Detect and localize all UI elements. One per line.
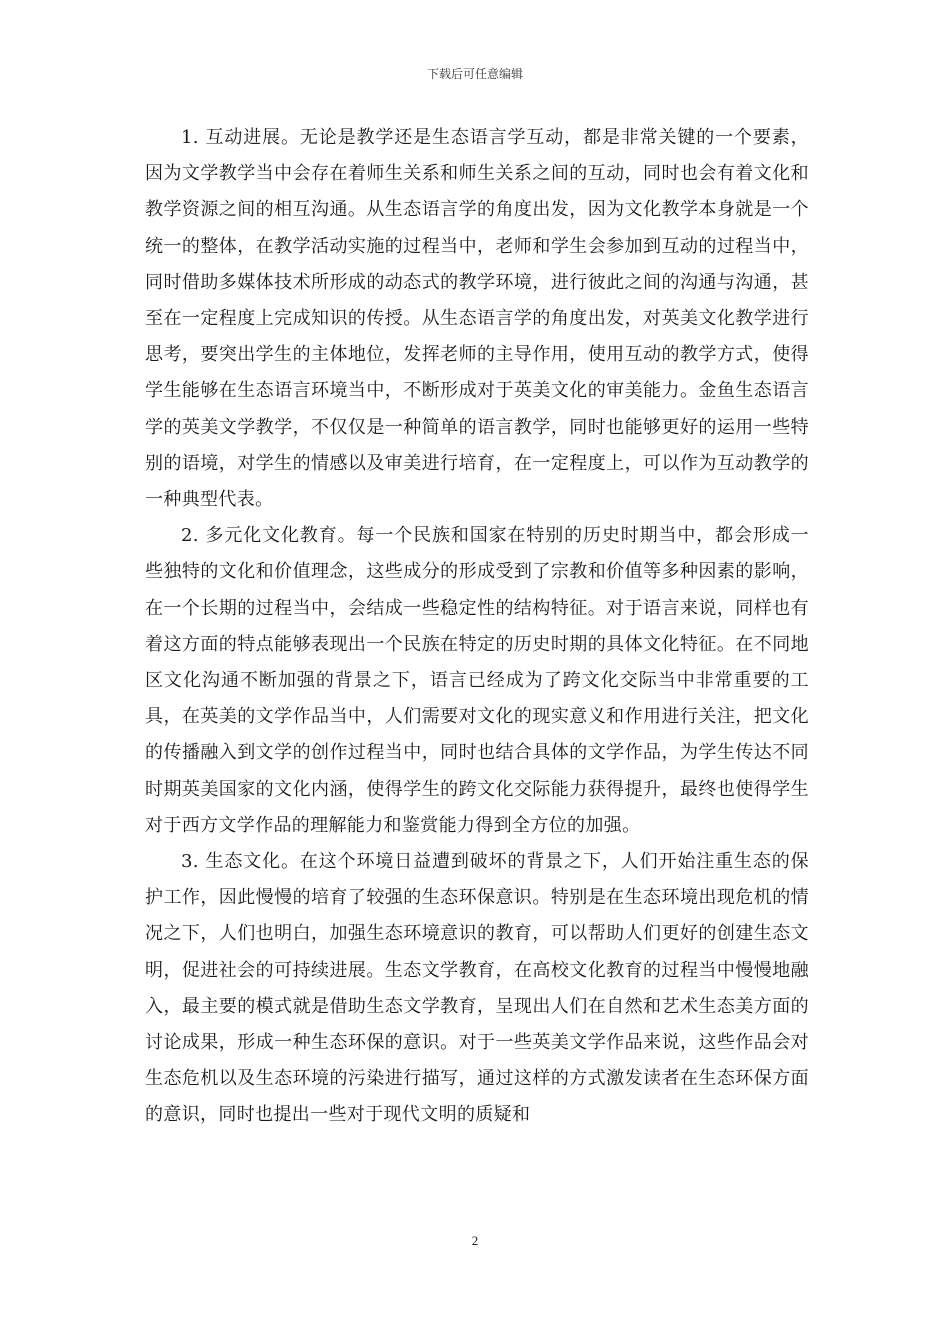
page-number: 2 [471, 1233, 479, 1248]
page-header: 下载后可任意编辑 [426, 67, 523, 81]
paragraph-interactive-development: 1. 互动进展。无论是教学还是生态语言学互动，都是非常关键的一个要素，因为文学教学当中会存在着师生关系和师生关系之间的互动，同时也会有着文化和教学资源之间的相互沟通。从生态语言学的角度出发，因为文化教学本身就是一个统一的整体，在教学活动实施的过程当中，老师和学生会参加到互动的过程当中，同时借助多媒体技术所形成的动态式的教学环境，进行彼此之间的沟通与沟通，甚至在一定程度上完成知识的传授。从生态语言学的角度出发，对英美文化教学进行思考，要突出学生的主体地位，发挥老师的主导作用，使用互动的教学方式，使得学生能够在生态语言环境当中，不断形成对于英美文化的审美能力。金鱼生态语言学的英美文学教学，不仅仅是一种简单的语言教学，同时也能够更好的运用一些特别的语境，对学生的情感以及审美进行培育，在一定程度上，可以作为互动教学的一种典型代表。 [145, 127, 809, 511]
document-body [145, 120, 809, 1134]
paragraph-ecological-culture: 3. 生态文化。在这个环境日益遭到破坏的背景之下，人们开始注重生态的保护工作，因此慢慢的培育了较强的生态环保意识。特别是在生态环境出现危机的情况之下，人们也明白，加强生态环境意识的教育，可以帮助人们更好的创建生态文明，促进社会的可持续进展。生态文学教育，在高校文化教育的过程当中慢慢地融入，最主要的模式就是借助生态文学教育，呈现出人们在自然和艺术生态美方面的讨论成果，形成一种生态环保的意识。对于一些英美文学作品来说，这些作品会对生态危机以及生态环境的污染进行描写，通过这样的方式激发读者在生态环保方面的意识，同时也提出一些对于现代文明的质疑和 [145, 851, 809, 1126]
paragraph-multicultural-education: 2. 多元化文化教育。每一个民族和国家在特别的历史时期当中，都会形成一些独特的文化和价值理念，这些成分的形成受到了宗教和价值等多种因素的影响，在一个长期的过程当中，会结成一些稳定性的结构特征。对于语言来说，同样也有着这方面的特点能够表现出一个民族在特定的历史时期的具体文化特征。在不同地区文化沟通不断加强的背景之下，语言已经成为了跨文化交际当中非常重要的工具，在英美的文学作品当中，人们需要对文化的现实意义和作用进行关注，把文化的传播融入到文学的创作过程当中，同时也结合具体的文学作品，为学生传达不同时期英美国家的文化内涵，使得学生的跨文化交际能力获得提升，最终也使得学生对于西方文学作品的理解能力和鉴赏能力得到全方位的加强。 [145, 525, 809, 836]
